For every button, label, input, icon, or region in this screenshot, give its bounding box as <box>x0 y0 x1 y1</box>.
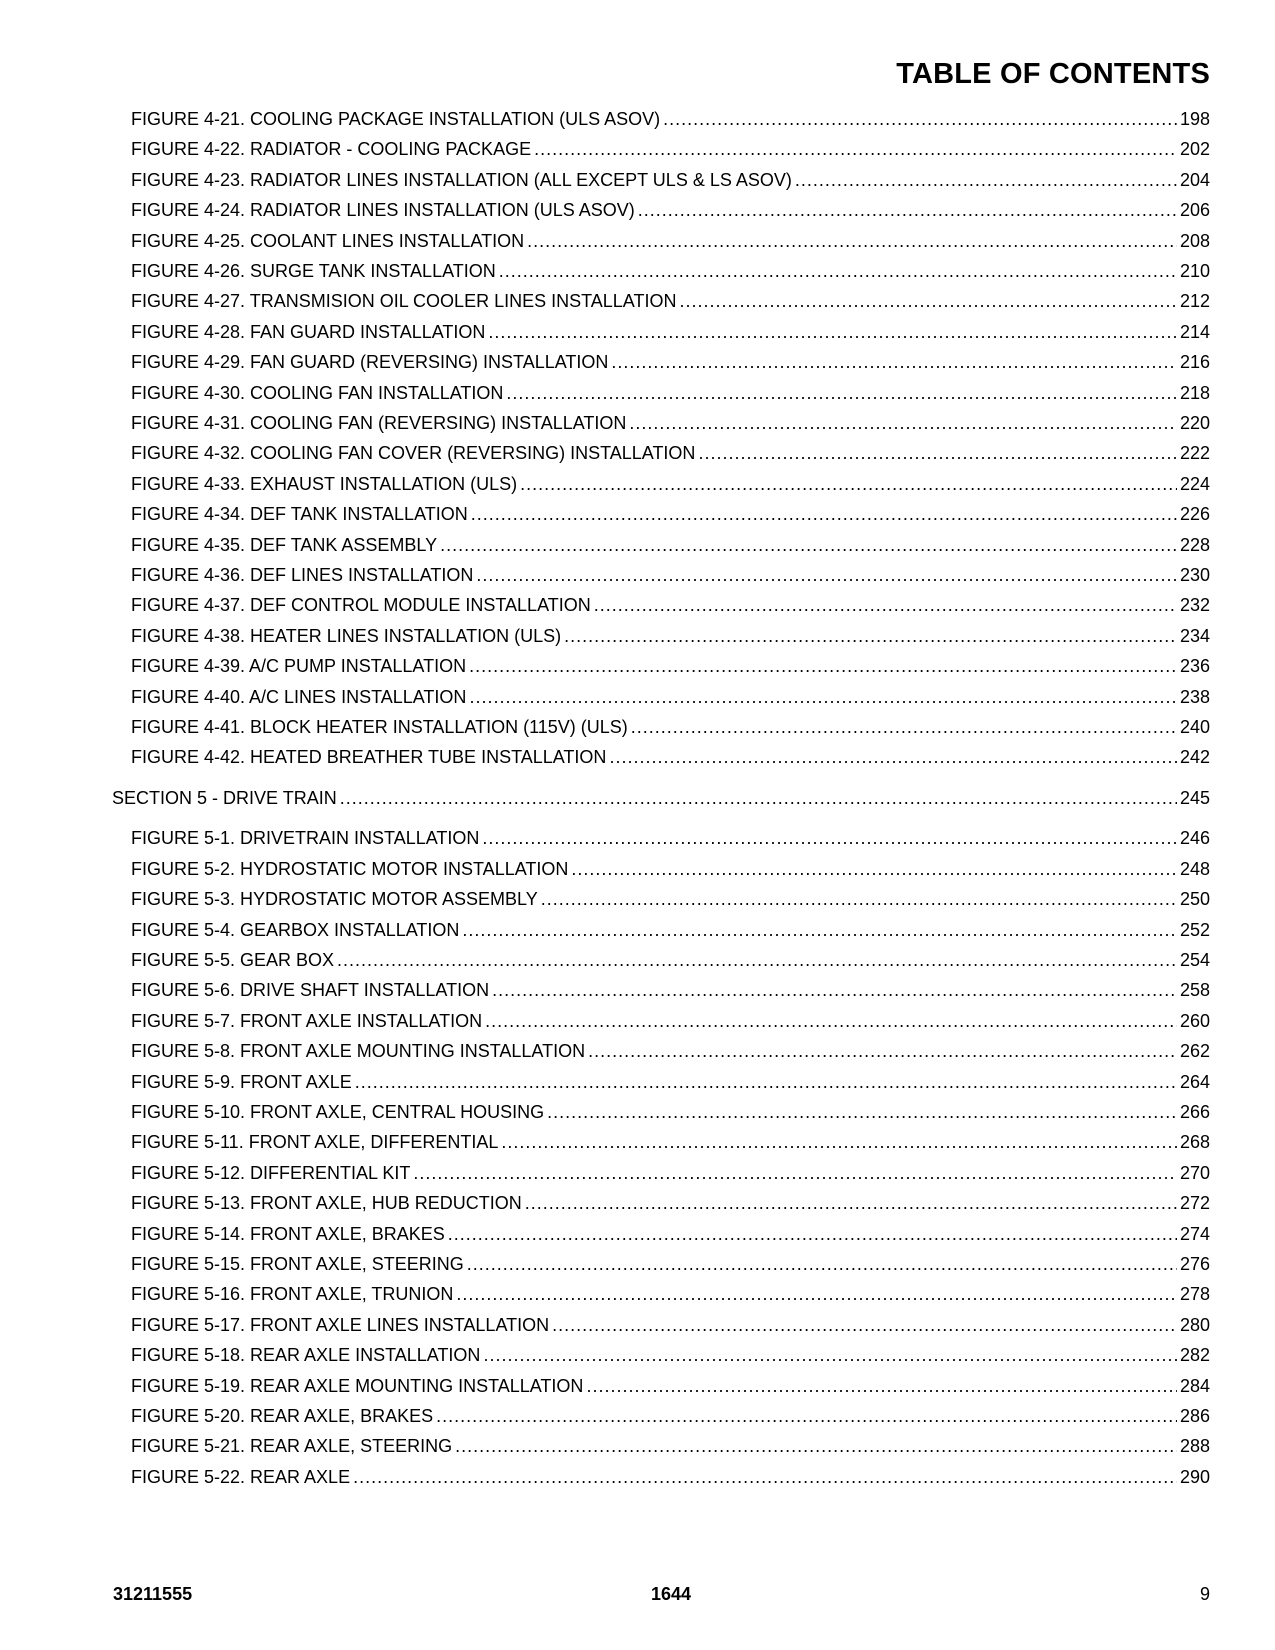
toc-figure-entry[interactable] <box>131 1071 1210 1093</box>
toc-entry-page: 216 <box>1179 352 1210 373</box>
dot-leader <box>571 858 1177 880</box>
toc-entry-page: 248 <box>1179 858 1210 879</box>
toc-figure-entry[interactable] <box>131 260 1210 282</box>
toc-entry-page: 276 <box>1179 1254 1210 1274</box>
toc-figure-entry[interactable] <box>131 949 1210 971</box>
dot-leader <box>795 169 1177 191</box>
toc-entry-page: 286 <box>1179 1406 1210 1426</box>
toc-figure-entry[interactable] <box>131 1344 1210 1366</box>
dot-leader <box>663 108 1177 130</box>
toc-figure-entry[interactable] <box>131 534 1210 556</box>
toc-figure-entry[interactable] <box>131 625 1210 647</box>
dot-leader <box>499 260 1177 282</box>
toc-figure-entry[interactable] <box>131 1253 1210 1275</box>
toc-figure-entry[interactable] <box>131 594 1210 616</box>
toc-entry-label: FIGURE 5-3. HYDROSTATIC MOTOR ASSEMBLY <box>131 889 538 910</box>
toc-figure-entry[interactable] <box>131 655 1210 677</box>
toc-entry-label: FIGURE 5-16. FRONT AXLE, TRUNION <box>131 1284 454 1305</box>
toc-entry-label: FIGURE 4-28. FAN GUARD INSTALLATION <box>131 321 486 342</box>
toc-entry-page: 272 <box>1179 1193 1210 1214</box>
dot-leader <box>609 746 1177 768</box>
toc-entry-page: 222 <box>1179 443 1210 464</box>
toc-entry-label: FIGURE 4-29. FAN GUARD (REVERSING) INSTALLATION <box>131 352 609 373</box>
toc-entry-label: FIGURE 5-5. GEAR BOX <box>131 950 335 970</box>
toc-entry-page: 278 <box>1179 1284 1210 1305</box>
toc-figure-entry[interactable] <box>131 1162 1210 1184</box>
toc-entry-page: 228 <box>1179 534 1210 555</box>
dot-leader <box>413 1162 1177 1184</box>
toc-entry-label: FIGURE 4-32. COOLING FAN COVER (REVERSING) INSTALLATION <box>131 443 696 464</box>
toc-entry-label: FIGURE 5-6. DRIVE SHAFT INSTALLATION <box>131 980 490 1001</box>
toc-entry-label: FIGURE 4-39. A/C PUMP INSTALLATION <box>131 656 467 677</box>
toc-entry-label: FIGURE 5-9. FRONT AXLE <box>131 1071 352 1092</box>
toc-entry-page: 202 <box>1179 139 1210 160</box>
toc-entry-label: FIGURE 4-36. DEF LINES INSTALLATION <box>131 565 474 585</box>
toc-entry-label: FIGURE 5-1. DRIVETRAIN INSTALLATION <box>131 828 480 849</box>
toc-entry-label: FIGURE 5-14. FRONT AXLE, BRAKES <box>131 1223 445 1244</box>
toc-entry-label: FIGURE 5-20. REAR AXLE, BRAKES <box>131 1406 434 1426</box>
toc-entry-page: 268 <box>1179 1132 1210 1153</box>
toc-figure-entry[interactable] <box>131 138 1210 160</box>
toc-figure-entry[interactable] <box>131 412 1210 434</box>
dot-leader <box>506 382 1177 404</box>
dot-leader <box>469 655 1177 677</box>
toc-entry-page: 240 <box>1179 717 1210 737</box>
toc-entry-page: 258 <box>1179 980 1210 1001</box>
toc-entry-page: 210 <box>1179 261 1210 281</box>
toc-figure-entry[interactable] <box>131 564 1210 586</box>
toc-entry-page: 232 <box>1179 595 1210 616</box>
toc-figure-entry[interactable] <box>131 503 1210 525</box>
dot-leader <box>588 1040 1177 1062</box>
dot-leader <box>483 1344 1177 1366</box>
toc-entry-label: FIGURE 4-42. HEATED BREATHER TUBE INSTALLATION <box>131 747 607 768</box>
toc-entry-label: FIGURE 4-41. BLOCK HEATER INSTALLATION (115V) (ULS) <box>131 717 628 737</box>
toc-entry-page: 204 <box>1179 169 1210 190</box>
toc-entry-label: FIGURE 4-34. DEF TANK INSTALLATION <box>131 504 468 525</box>
dot-leader <box>440 534 1177 556</box>
toc-entry-label: FIGURE 4-35. DEF TANK ASSEMBLY <box>131 534 438 555</box>
dot-leader <box>564 625 1177 647</box>
toc-entry-label: FIGURE 5-11. FRONT AXLE, DIFFERENTIAL <box>131 1132 499 1153</box>
toc-figure-entry[interactable] <box>131 473 1210 495</box>
dot-leader <box>492 979 1177 1001</box>
toc-entry-label: FIGURE 4-37. DEF CONTROL MODULE INSTALLATION <box>131 595 591 616</box>
page-title: TABLE OF CONTENTS <box>896 58 1210 90</box>
toc-entry-page: 198 <box>1179 109 1210 129</box>
toc-figure-entry[interactable] <box>131 1101 1210 1123</box>
dot-leader <box>501 1131 1177 1153</box>
toc-figure-entry[interactable] <box>131 1405 1210 1427</box>
toc-entry-page: 220 <box>1179 413 1210 433</box>
toc-entry-page: 250 <box>1179 889 1210 910</box>
toc-entry-label: FIGURE 5-21. REAR AXLE, STEERING <box>131 1436 453 1457</box>
dot-leader <box>436 1405 1177 1427</box>
toc-entry-label: FIGURE 5-2. HYDROSTATIC MOTOR INSTALLATION <box>131 858 569 879</box>
dot-leader <box>455 1435 1177 1457</box>
toc-entry-label: FIGURE 5-8. FRONT AXLE MOUNTING INSTALLATION <box>131 1041 586 1062</box>
dot-leader <box>586 1375 1177 1397</box>
toc-entry-label: FIGURE 4-21. COOLING PACKAGE INSTALLATION (ULS ASOV) <box>131 109 661 129</box>
dot-leader <box>552 1314 1177 1336</box>
toc-figure-entry[interactable] <box>131 1010 1210 1032</box>
toc-figure-entry[interactable] <box>131 827 1210 849</box>
toc-entry-label: FIGURE 5-13. FRONT AXLE, HUB REDUCTION <box>131 1193 522 1214</box>
toc-entry-label: FIGURE 4-31. COOLING FAN (REVERSING) INSTALLATION <box>131 413 627 433</box>
toc-figure-entry[interactable] <box>131 919 1210 941</box>
toc-figure-entry[interactable] <box>131 1040 1210 1062</box>
toc-entry-page: 214 <box>1179 321 1210 342</box>
dot-leader <box>629 412 1177 434</box>
dot-leader <box>534 138 1177 160</box>
toc-figure-entry[interactable] <box>131 1375 1210 1397</box>
dot-leader <box>456 1283 1177 1305</box>
footer-model: 1644 <box>651 1584 692 1604</box>
dot-leader <box>679 290 1176 312</box>
dot-leader <box>485 1010 1177 1032</box>
toc-entry-label: FIGURE 5-17. FRONT AXLE LINES INSTALLATION <box>131 1314 550 1335</box>
toc-entry-label: FIGURE 4-24. RADIATOR LINES INSTALLATION (ULS ASOV) <box>131 200 635 221</box>
toc-entry-page: 252 <box>1179 919 1210 940</box>
dot-leader <box>337 949 1177 971</box>
toc-entry-label: FIGURE 5-10. FRONT AXLE, CENTRAL HOUSING <box>131 1102 545 1122</box>
toc-entry-page: 282 <box>1179 1345 1210 1366</box>
toc-entry-label: FIGURE 4-40. A/C LINES INSTALLATION <box>131 686 467 707</box>
toc-entry-page: 280 <box>1179 1314 1210 1335</box>
toc-entry-label: FIGURE 4-38. HEATER LINES INSTALLATION (ULS) <box>131 625 562 646</box>
dot-leader <box>547 1101 1177 1123</box>
toc-entry-page: 264 <box>1179 1071 1210 1092</box>
toc-figure-entry[interactable] <box>131 290 1210 312</box>
dot-leader <box>527 230 1177 252</box>
toc-entry-page: 212 <box>1179 291 1210 312</box>
toc-entry-label: FIGURE 5-19. REAR AXLE MOUNTING INSTALLATION <box>131 1375 584 1396</box>
dot-leader <box>611 351 1177 373</box>
toc-entry-page: 224 <box>1179 473 1210 494</box>
toc-entry-page: 226 <box>1179 504 1210 525</box>
toc-entry-label: FIGURE 5-18. REAR AXLE INSTALLATION <box>131 1345 481 1366</box>
toc-figure-entry[interactable] <box>131 888 1210 910</box>
toc-figure-entry[interactable] <box>131 1283 1210 1305</box>
toc-entry-page: 266 <box>1179 1102 1210 1122</box>
dot-leader <box>698 442 1177 464</box>
toc-entry-label: FIGURE 5-7. FRONT AXLE INSTALLATION <box>131 1010 483 1031</box>
toc-entry-label: FIGURE 4-33. EXHAUST INSTALLATION (ULS) <box>131 473 518 494</box>
toc-entry-label: FIGURE 4-23. RADIATOR LINES INSTALLATION (ALL EXCEPT ULS & LS ASOV) <box>131 169 792 190</box>
toc-entry-page: 242 <box>1179 747 1210 768</box>
toc-entry-page: 218 <box>1179 382 1210 403</box>
toc-figure-entry[interactable] <box>131 351 1210 373</box>
toc-entry-page: 270 <box>1179 1162 1210 1183</box>
toc-entry-page: 208 <box>1179 230 1210 251</box>
toc-figure-entry[interactable] <box>131 1435 1210 1457</box>
toc-entry-label: FIGURE 4-26. SURGE TANK INSTALLATION <box>131 261 496 281</box>
dot-leader <box>462 919 1177 941</box>
toc-entry-page: 206 <box>1179 200 1210 221</box>
toc-figure-entry[interactable] <box>131 199 1210 221</box>
toc-entry-page: 254 <box>1179 950 1210 970</box>
toc-entry-label: FIGURE 5-15. FRONT AXLE, STEERING <box>131 1254 464 1274</box>
toc-entry-label: FIGURE 5-4. GEARBOX INSTALLATION <box>131 919 460 940</box>
toc-figure-entry[interactable] <box>131 382 1210 404</box>
toc-section-entry[interactable] <box>112 787 1210 809</box>
dot-leader <box>467 1253 1177 1275</box>
toc-entry-label: SECTION 5 - DRIVE TRAIN <box>112 787 337 808</box>
toc-figure-entry[interactable] <box>131 1466 1210 1488</box>
dot-leader <box>541 888 1177 910</box>
dot-leader <box>448 1223 1177 1245</box>
toc-figure-entry[interactable] <box>131 108 1210 130</box>
toc-entry-page: 288 <box>1179 1436 1210 1457</box>
toc-figure-entry[interactable] <box>131 746 1210 768</box>
toc-entry-label: FIGURE 5-12. DIFFERENTIAL KIT <box>131 1162 411 1183</box>
dot-leader <box>469 686 1177 708</box>
toc-entry-label: FIGURE 4-30. COOLING FAN INSTALLATION <box>131 382 504 403</box>
footer-page-number: 9 <box>1199 1584 1210 1604</box>
toc-figure-entry[interactable] <box>131 686 1210 708</box>
toc-figure-entry[interactable] <box>131 1314 1210 1336</box>
toc-figure-entry[interactable] <box>131 716 1210 738</box>
toc-figure-entry[interactable] <box>131 858 1210 880</box>
dot-leader <box>594 594 1177 616</box>
toc-entry-page: 234 <box>1179 625 1210 646</box>
dot-leader <box>482 827 1177 849</box>
toc-entry-label: FIGURE 4-22. RADIATOR - COOLING PACKAGE <box>131 139 532 160</box>
toc-entry-page: 245 <box>1179 787 1210 808</box>
dot-leader <box>340 787 1177 809</box>
toc-entry-page: 238 <box>1179 686 1210 707</box>
toc-figure-entry[interactable] <box>131 979 1210 1001</box>
toc-entry-page: 230 <box>1179 565 1210 585</box>
dot-leader <box>525 1192 1177 1214</box>
toc-entry-page: 262 <box>1179 1041 1210 1062</box>
toc-entry-page: 274 <box>1179 1223 1210 1244</box>
toc-entry-page: 284 <box>1179 1375 1210 1396</box>
toc-figure-entry[interactable] <box>131 1192 1210 1214</box>
toc-figure-entry[interactable] <box>131 1223 1210 1245</box>
dot-leader <box>471 503 1177 525</box>
toc-entry-page: 260 <box>1179 1010 1210 1031</box>
dot-leader <box>476 564 1177 586</box>
toc-figure-entry[interactable] <box>131 321 1210 343</box>
dot-leader <box>355 1071 1177 1093</box>
toc-entry-label: FIGURE 4-27. TRANSMISION OIL COOLER LINES INSTALLATION <box>131 291 677 312</box>
dot-leader <box>488 321 1177 343</box>
dot-leader <box>638 199 1177 221</box>
toc-entry-page: 236 <box>1179 656 1210 677</box>
footer-doc-number: 31211555 <box>113 1584 193 1604</box>
dot-leader <box>353 1466 1177 1488</box>
dot-leader <box>520 473 1177 495</box>
toc-entry-page: 290 <box>1179 1466 1210 1487</box>
toc-entry-page: 246 <box>1179 828 1210 849</box>
toc-figure-entry[interactable] <box>131 169 1210 191</box>
dot-leader <box>631 716 1177 738</box>
toc-figure-entry[interactable] <box>131 230 1210 252</box>
toc-entry-label: FIGURE 5-22. REAR AXLE <box>131 1466 351 1487</box>
toc-entry-label: FIGURE 4-25. COOLANT LINES INSTALLATION <box>131 230 525 251</box>
toc-figure-entry[interactable] <box>131 442 1210 464</box>
toc-figure-entry[interactable] <box>131 1131 1210 1153</box>
